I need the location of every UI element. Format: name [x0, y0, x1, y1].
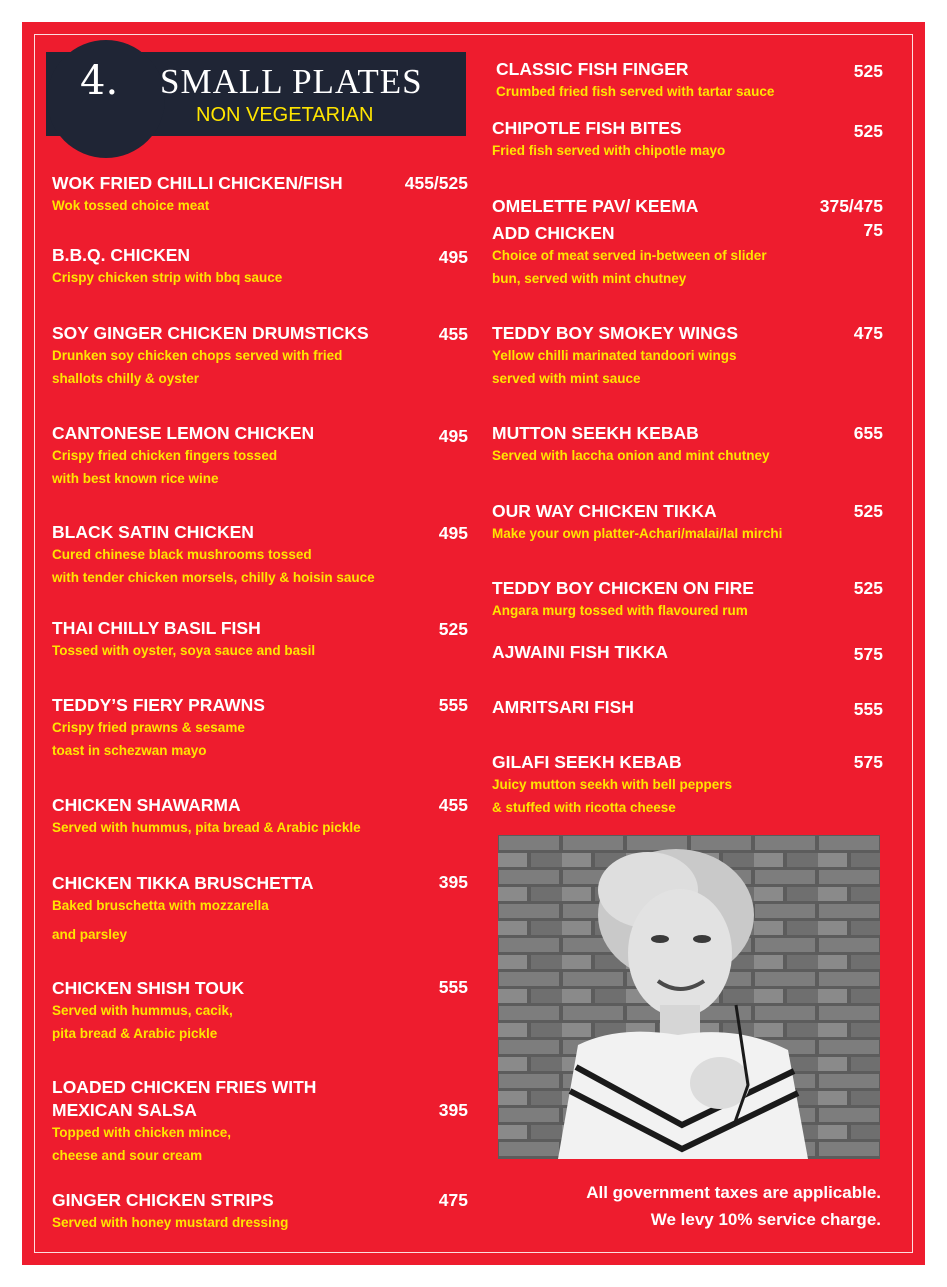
item-name: CLASSIC FISH FINGER — [496, 59, 689, 79]
item-description: Cured chinese black mushrooms tossed — [52, 547, 312, 562]
menu-item — [492, 577, 754, 623]
menu-item — [52, 977, 244, 1045]
item-description: served with mint sauce — [492, 370, 641, 386]
menu-item — [492, 500, 782, 546]
menu-item — [52, 1189, 288, 1235]
item-description: cheese and sour cream — [52, 1147, 203, 1163]
item-price: 575 — [853, 644, 883, 664]
item-description: Served with honey mustard dressing — [52, 1215, 289, 1230]
menu-item — [492, 117, 725, 163]
service-charge-note: We levy 10% service charge. — [650, 1210, 881, 1229]
item-price: 395 — [438, 872, 468, 892]
menu-item — [52, 244, 282, 290]
item-price: 475 — [438, 1190, 468, 1210]
item-name-line2: ADD CHICKEN — [492, 223, 615, 243]
item-description: shallots chilly & oyster — [52, 370, 200, 386]
item-description: Drunken soy chicken chops served with fried — [52, 348, 343, 363]
item-description: Yellow chilli marinated tandoori wings — [492, 348, 737, 363]
footer-note — [586, 1179, 881, 1233]
item-description: Wok tossed choice meat — [52, 198, 210, 213]
menu-item — [492, 195, 767, 290]
item-price: 495 — [438, 523, 468, 543]
menu-item — [492, 696, 634, 719]
item-price: 525 — [853, 501, 883, 521]
item-description: Angara murg tossed with flavoured rum — [492, 603, 748, 618]
menu-page — [22, 22, 925, 1265]
item-name: CHICKEN SHAWARMA — [52, 795, 241, 815]
item-description: Topped with chicken mince, — [52, 1125, 232, 1140]
portrait-illustration — [498, 835, 880, 1159]
item-description: Fried fish served with chipotle mayo — [492, 143, 726, 158]
item-name: OUR WAY CHICKEN TIKKA — [492, 501, 717, 521]
item-description: Served with hummus, pita bread & Arabic pickle — [52, 820, 361, 835]
item-name: B.B.Q. CHICKEN — [52, 245, 191, 265]
item-price: 455/525 — [404, 173, 468, 193]
item-price-addon: 75 — [863, 220, 883, 240]
item-name: CANTONESE LEMON CHICKEN — [52, 423, 315, 443]
menu-item — [52, 521, 375, 589]
item-name: GINGER CHICKEN STRIPS — [52, 1190, 274, 1210]
item-name: BLACK SATIN CHICKEN — [52, 522, 254, 542]
item-name: THAI CHILLY BASIL FISH — [52, 618, 261, 638]
menu-item — [496, 58, 774, 104]
item-name-line2: MEXICAN SALSA — [52, 1100, 197, 1120]
item-price: 555 — [853, 699, 883, 719]
menu-item — [492, 422, 770, 468]
section-title: SMALL PLATES — [160, 62, 423, 101]
menu-item — [52, 794, 361, 840]
section-number: 4. — [80, 58, 119, 104]
item-name: LOADED CHICKEN FRIES WITH — [52, 1077, 317, 1097]
tax-note: All government taxes are applicable. — [586, 1183, 881, 1202]
item-name: AJWAINI FISH TIKKA — [492, 642, 668, 662]
item-description: Choice of meat served in-between of slider — [492, 248, 767, 263]
item-price: 655 — [853, 423, 883, 443]
item-description: bun, served with mint chutney — [492, 270, 687, 286]
item-price: 455 — [438, 795, 468, 815]
item-description: Crispy fried prawns & sesame — [52, 720, 245, 735]
item-description: Baked bruschetta with mozzarella — [52, 898, 269, 913]
item-price: 455 — [438, 324, 468, 344]
menu-item — [492, 322, 738, 390]
item-description: Crispy chicken strip with bbq sauce — [52, 270, 283, 285]
item-description: Crumbed fried fish served with tartar sauce — [496, 84, 775, 99]
item-description: Make your own platter-Achari/malai/lal mirchi — [492, 526, 783, 541]
item-description: & stuffed with ricotta cheese — [492, 799, 676, 815]
item-description: pita bread & Arabic pickle — [52, 1025, 218, 1041]
menu-item — [52, 617, 315, 663]
item-description: Tossed with oyster, soya sauce and basil — [52, 643, 316, 658]
item-name: WOK FRIED CHILLI CHICKEN/FISH — [52, 173, 343, 193]
item-name: CHICKEN SHISH TOUK — [52, 978, 245, 998]
item-price: 575 — [853, 752, 883, 772]
item-name: TEDDY BOY SMOKEY WINGS — [492, 323, 739, 343]
item-description: and parsley — [52, 926, 128, 942]
item-name: SOY GINGER CHICKEN DRUMSTICKS — [52, 323, 369, 343]
item-description: Crispy fried chicken fingers tossed — [52, 448, 278, 463]
item-price: 555 — [438, 977, 468, 997]
item-name: AMRITSARI FISH — [492, 697, 634, 717]
menu-item — [52, 1076, 316, 1167]
menu-item — [52, 322, 369, 390]
item-description: Served with laccha onion and mint chutney — [492, 448, 770, 463]
item-price: 395 — [438, 1100, 468, 1120]
item-description: with tender chicken morsels, chilly & hoisin sauce — [52, 569, 375, 585]
item-price: 495 — [438, 426, 468, 446]
item-name: CHIPOTLE FISH BITES — [492, 118, 682, 138]
menu-item — [52, 422, 314, 490]
item-price: 375/475 — [819, 196, 883, 216]
item-name: MUTTON SEEKH KEBAB — [492, 423, 699, 443]
menu-item — [52, 872, 314, 946]
item-name: OMELETTE PAV/ KEEMA — [492, 196, 699, 216]
item-price: 525 — [853, 61, 883, 81]
menu-item — [52, 172, 343, 218]
item-price: 525 — [853, 121, 883, 141]
menu-item — [52, 694, 265, 762]
item-price: 555 — [438, 695, 468, 715]
item-name: GILAFI SEEKH KEBAB — [492, 752, 682, 772]
item-price: 525 — [853, 578, 883, 598]
menu-item — [492, 641, 668, 664]
item-price: 495 — [438, 247, 468, 267]
item-price: 525 — [438, 619, 468, 639]
item-description: toast in schezwan mayo — [52, 742, 207, 758]
item-description: Juicy mutton seekh with bell peppers — [492, 777, 733, 792]
portrait-photo — [498, 835, 880, 1159]
item-name: CHICKEN TIKKA BRUSCHETTA — [52, 873, 314, 893]
item-name: TEDDY BOY CHICKEN ON FIRE — [492, 578, 754, 598]
item-description: Served with hummus, cacik, — [52, 1003, 233, 1018]
menu-item — [492, 751, 732, 819]
item-name: TEDDY’S FIERY PRAWNS — [52, 695, 265, 715]
item-description: with best known rice wine — [52, 470, 219, 486]
item-price: 475 — [853, 323, 883, 343]
section-subtitle: NON VEGETARIAN — [196, 104, 374, 126]
